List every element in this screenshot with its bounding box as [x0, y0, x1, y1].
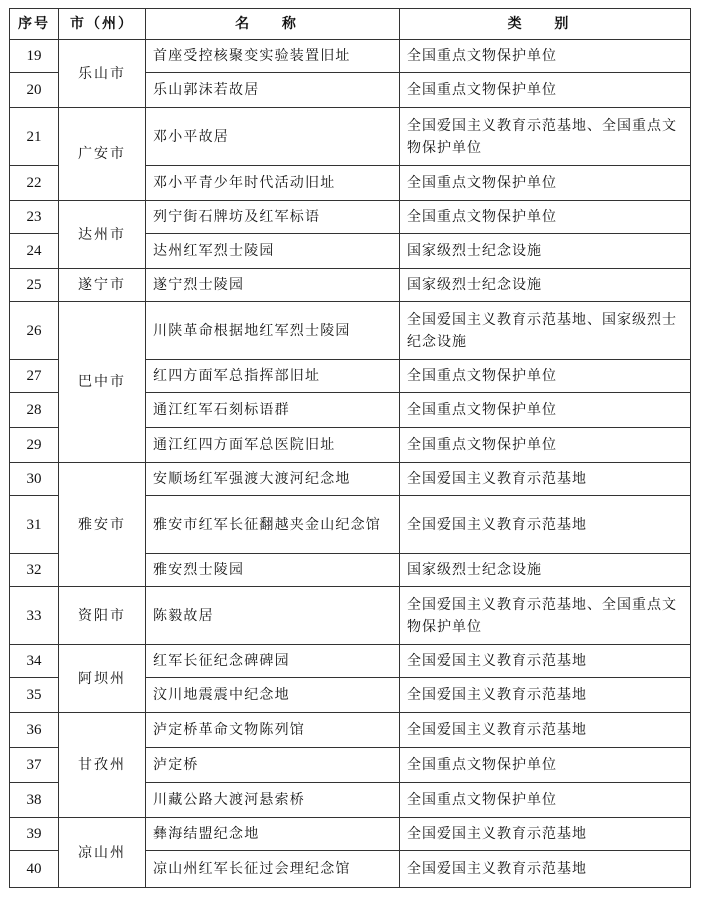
- row-index: 24: [10, 234, 59, 269]
- site-category: 全国重点文物保护单位: [400, 393, 691, 428]
- city-cell: 阿坝州: [59, 645, 146, 713]
- table-row: [10, 40, 691, 73]
- site-name: 安顺场红军强渡大渡河纪念地: [146, 463, 400, 496]
- row-index: 40: [10, 851, 59, 888]
- table-row: [10, 587, 691, 645]
- table-header-row: [10, 9, 691, 40]
- site-category: 全国爱国主义教育示范基地: [400, 818, 691, 851]
- site-category: 全国重点文物保护单位: [400, 40, 691, 73]
- row-index: 36: [10, 713, 59, 748]
- site-name: 通江红军石刻标语群: [146, 393, 400, 428]
- site-name: 雅安市红军长征翻越夹金山纪念馆: [146, 496, 400, 554]
- table-row: [10, 645, 691, 678]
- site-category: 国家级烈士纪念设施: [400, 554, 691, 587]
- table-row: [10, 201, 691, 234]
- table-row: [10, 108, 691, 166]
- table-row: [10, 302, 691, 360]
- site-name: 川藏公路大渡河悬索桥: [146, 783, 400, 818]
- table-row: [10, 818, 691, 851]
- header-index: 序号: [10, 9, 59, 40]
- site-category: 国家级烈士纪念设施: [400, 234, 691, 269]
- row-index: 19: [10, 40, 59, 73]
- site-category: 全国重点文物保护单位: [400, 201, 691, 234]
- row-index: 29: [10, 428, 59, 463]
- site-category: 全国重点文物保护单位: [400, 783, 691, 818]
- site-category: 全国爱国主义教育示范基地: [400, 851, 691, 888]
- site-category: 全国重点文物保护单位: [400, 73, 691, 108]
- site-name: 彝海结盟纪念地: [146, 818, 400, 851]
- site-category: 全国爱国主义教育示范基地: [400, 678, 691, 713]
- site-name: 凉山州红军长征过会理纪念馆: [146, 851, 400, 888]
- site-name: 列宁街石牌坊及红军标语: [146, 201, 400, 234]
- site-category: 全国重点文物保护单位: [400, 360, 691, 393]
- sites-table: [9, 8, 691, 888]
- site-name: 邓小平故居: [146, 108, 400, 166]
- city-cell: 广安市: [59, 108, 146, 201]
- site-name: 泸定桥: [146, 748, 400, 783]
- row-index: 28: [10, 393, 59, 428]
- site-name: 红军长征纪念碑碑园: [146, 645, 400, 678]
- city-cell: 巴中市: [59, 302, 146, 463]
- site-category: 全国爱国主义教育示范基地、全国重点文物保护单位: [400, 108, 691, 166]
- row-index: 23: [10, 201, 59, 234]
- site-name: 通江红四方面军总医院旧址: [146, 428, 400, 463]
- row-index: 32: [10, 554, 59, 587]
- site-category: 全国爱国主义教育示范基地: [400, 645, 691, 678]
- site-category: 国家级烈士纪念设施: [400, 269, 691, 302]
- city-cell: 甘孜州: [59, 713, 146, 818]
- site-name: 陈毅故居: [146, 587, 400, 645]
- row-index: 35: [10, 678, 59, 713]
- row-index: 39: [10, 818, 59, 851]
- table-row: [10, 713, 691, 748]
- row-index: 37: [10, 748, 59, 783]
- row-index: 30: [10, 463, 59, 496]
- header-city: 市（州）: [59, 9, 146, 40]
- city-cell: 雅安市: [59, 463, 146, 587]
- row-index: 22: [10, 166, 59, 201]
- city-cell: 资阳市: [59, 587, 146, 645]
- site-name: 泸定桥革命文物陈列馆: [146, 713, 400, 748]
- city-cell: 乐山市: [59, 40, 146, 108]
- header-name: 名 称: [146, 9, 400, 40]
- site-category: 全国爱国主义教育示范基地、全国重点文物保护单位: [400, 587, 691, 645]
- row-index: 20: [10, 73, 59, 108]
- row-index: 25: [10, 269, 59, 302]
- site-category: 全国爱国主义教育示范基地: [400, 496, 691, 554]
- city-cell: 凉山州: [59, 818, 146, 888]
- site-name: 遂宁烈士陵园: [146, 269, 400, 302]
- city-cell: 达州市: [59, 201, 146, 269]
- site-name: 邓小平青少年时代活动旧址: [146, 166, 400, 201]
- site-name: 汶川地震震中纪念地: [146, 678, 400, 713]
- header-category: 类 别: [400, 9, 691, 40]
- site-name: 首座受控核聚变实验装置旧址: [146, 40, 400, 73]
- row-index: 31: [10, 496, 59, 554]
- row-index: 34: [10, 645, 59, 678]
- site-category: 全国重点文物保护单位: [400, 166, 691, 201]
- table-row: [10, 463, 691, 496]
- site-category: 全国爱国主义教育示范基地、国家级烈士纪念设施: [400, 302, 691, 360]
- site-category: 全国爱国主义教育示范基地: [400, 713, 691, 748]
- row-index: 26: [10, 302, 59, 360]
- site-name: 红四方面军总指挥部旧址: [146, 360, 400, 393]
- site-name: 川陕革命根据地红军烈士陵园: [146, 302, 400, 360]
- table-row: [10, 269, 691, 302]
- row-index: 33: [10, 587, 59, 645]
- table-body: [10, 40, 691, 888]
- row-index: 27: [10, 360, 59, 393]
- site-name: 达州红军烈士陵园: [146, 234, 400, 269]
- row-index: 38: [10, 783, 59, 818]
- site-category: 全国重点文物保护单位: [400, 428, 691, 463]
- site-name: 雅安烈士陵园: [146, 554, 400, 587]
- city-cell: 遂宁市: [59, 269, 146, 302]
- site-name: 乐山郭沫若故居: [146, 73, 400, 108]
- site-category: 全国重点文物保护单位: [400, 748, 691, 783]
- row-index: 21: [10, 108, 59, 166]
- site-category: 全国爱国主义教育示范基地: [400, 463, 691, 496]
